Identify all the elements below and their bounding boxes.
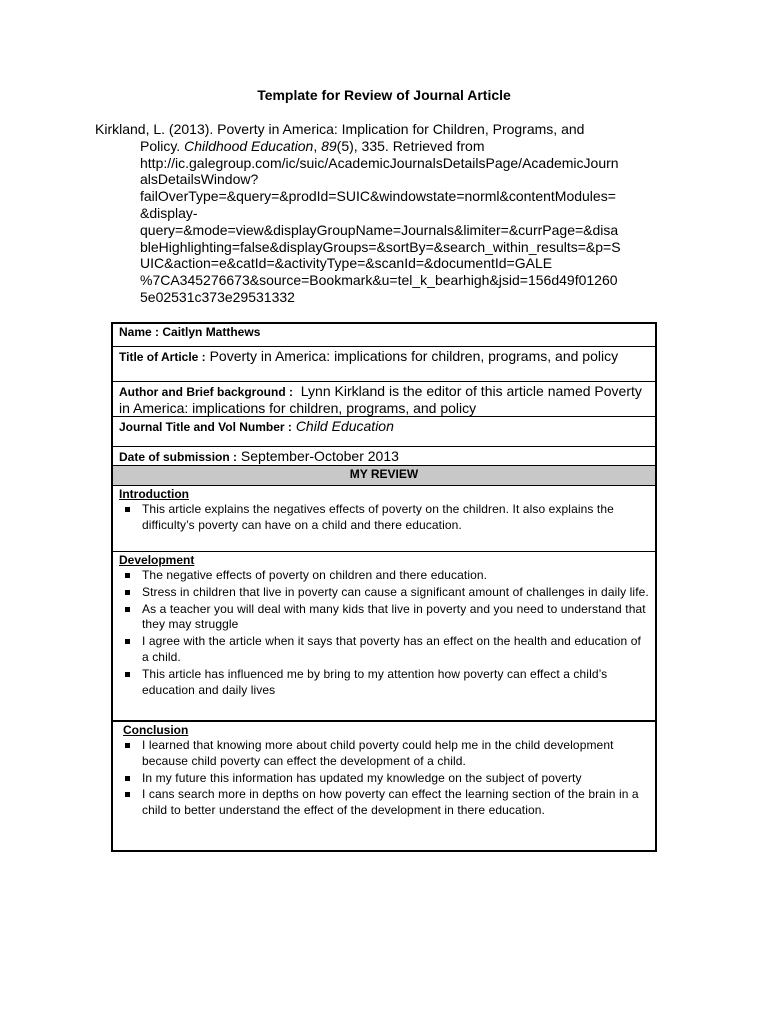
citation-url-line: failOverType=&query=&prodId=SUIC&windowstate=norml&contentModules= <box>140 188 616 205</box>
list-item: I agree with the article when it says that poverty has an effect on the health and education of a child. <box>119 634 649 666</box>
citation-url-line: %7CA345276673&source=Bookmark&u=tel_k_bearhigh&jsid=156d49f01260 <box>140 272 618 289</box>
list-item: Stress in children that live in poverty can cause a significant amount of challenges in daily life. <box>119 585 649 601</box>
journal-row <box>113 417 655 447</box>
citation <box>95 121 673 306</box>
introduction-section <box>113 486 655 552</box>
author-value: Lynn Kirkland is the editor of this article named Poverty in America: implications for children, programs, and policy <box>119 383 642 416</box>
citation-url-line: 5e02531c373e29531332 <box>140 288 295 305</box>
citation-journal: Childhood Education <box>184 137 314 154</box>
date-label: Date of submission : <box>119 450 238 464</box>
list-item: In my future this information has updated my knowledge on the subject of poverty <box>119 771 649 787</box>
name-row <box>113 324 655 347</box>
date-row <box>113 447 655 466</box>
conclusion-list <box>119 738 649 819</box>
date-value: September-October 2013 <box>240 448 399 464</box>
list-item: This article has influenced me by bring to my attention how poverty can effect a child’s education and daily lives <box>119 667 649 699</box>
list-item: The negative effects of poverty on children and there education. <box>119 568 649 584</box>
list-item: This article explains the negatives effects of poverty on the children. It also explains the difficulty’s poverty can have on a child and there education. <box>119 502 649 534</box>
list-item: I learned that knowing more about child poverty could help me in the child development because child poverty can effect the development of a child. <box>119 738 649 770</box>
name-label: Name : Caitlyn Matthews <box>119 325 261 339</box>
development-list <box>119 568 649 698</box>
citation-text: Policy. <box>140 137 185 154</box>
citation-url-line: bleHighlighting=false&displayGroups=&sortBy=&search_within_results=&p=S <box>140 238 621 255</box>
citation-line: Kirkland, L. (2013). Poverty in America: Implication for Children, Programs, and <box>95 121 585 137</box>
introduction-label: Introduction <box>119 487 189 501</box>
development-label: Development <box>119 553 195 567</box>
conclusion-label: Conclusion <box>123 723 189 737</box>
citation-volume: 89 <box>321 137 337 154</box>
list-item: As a teacher you will deal with many kids that live in poverty and you need to understand that they may struggle <box>119 602 649 634</box>
citation-line <box>95 138 673 155</box>
article-title-row <box>113 347 655 382</box>
author-row <box>113 382 655 417</box>
review-header: MY REVIEW <box>113 466 655 486</box>
author-label: Author and Brief background : <box>119 385 293 399</box>
citation-url-line: query=&mode=view&displayGroupName=Journals&limiter=&currPage=&disa <box>140 221 619 238</box>
journal-value: Child Education <box>295 418 394 434</box>
citation-url-line: alsDetailsWindow? <box>140 171 259 188</box>
introduction-list <box>119 502 649 534</box>
citation-text: (5), 335. Retrieved from <box>336 137 485 154</box>
list-item: I cans search more in depths on how poverty can effect the learning section of the brain in a child to better understand the effect of the development in there education. <box>119 787 649 819</box>
citation-url-line: &display- <box>140 204 198 221</box>
article-title-value: Poverty in America: implications for children, programs, and policy <box>209 348 619 364</box>
citation-url-line: UIC&action=e&catId=&activityType=&scanId=&documentId=GALE <box>140 255 553 272</box>
review-form-table <box>111 322 657 852</box>
citation-text: , <box>313 137 322 154</box>
conclusion-section <box>113 722 655 850</box>
journal-label: Journal Title and Vol Number : <box>119 420 292 434</box>
citation-url-line: http://ic.galegroup.com/ic/suic/AcademicJournalsDetailsPage/AcademicJourn <box>140 154 619 171</box>
document-title: Template for Review of Journal Article <box>257 87 511 103</box>
development-section <box>113 552 655 722</box>
article-title-label: Title of Article : <box>119 350 206 364</box>
